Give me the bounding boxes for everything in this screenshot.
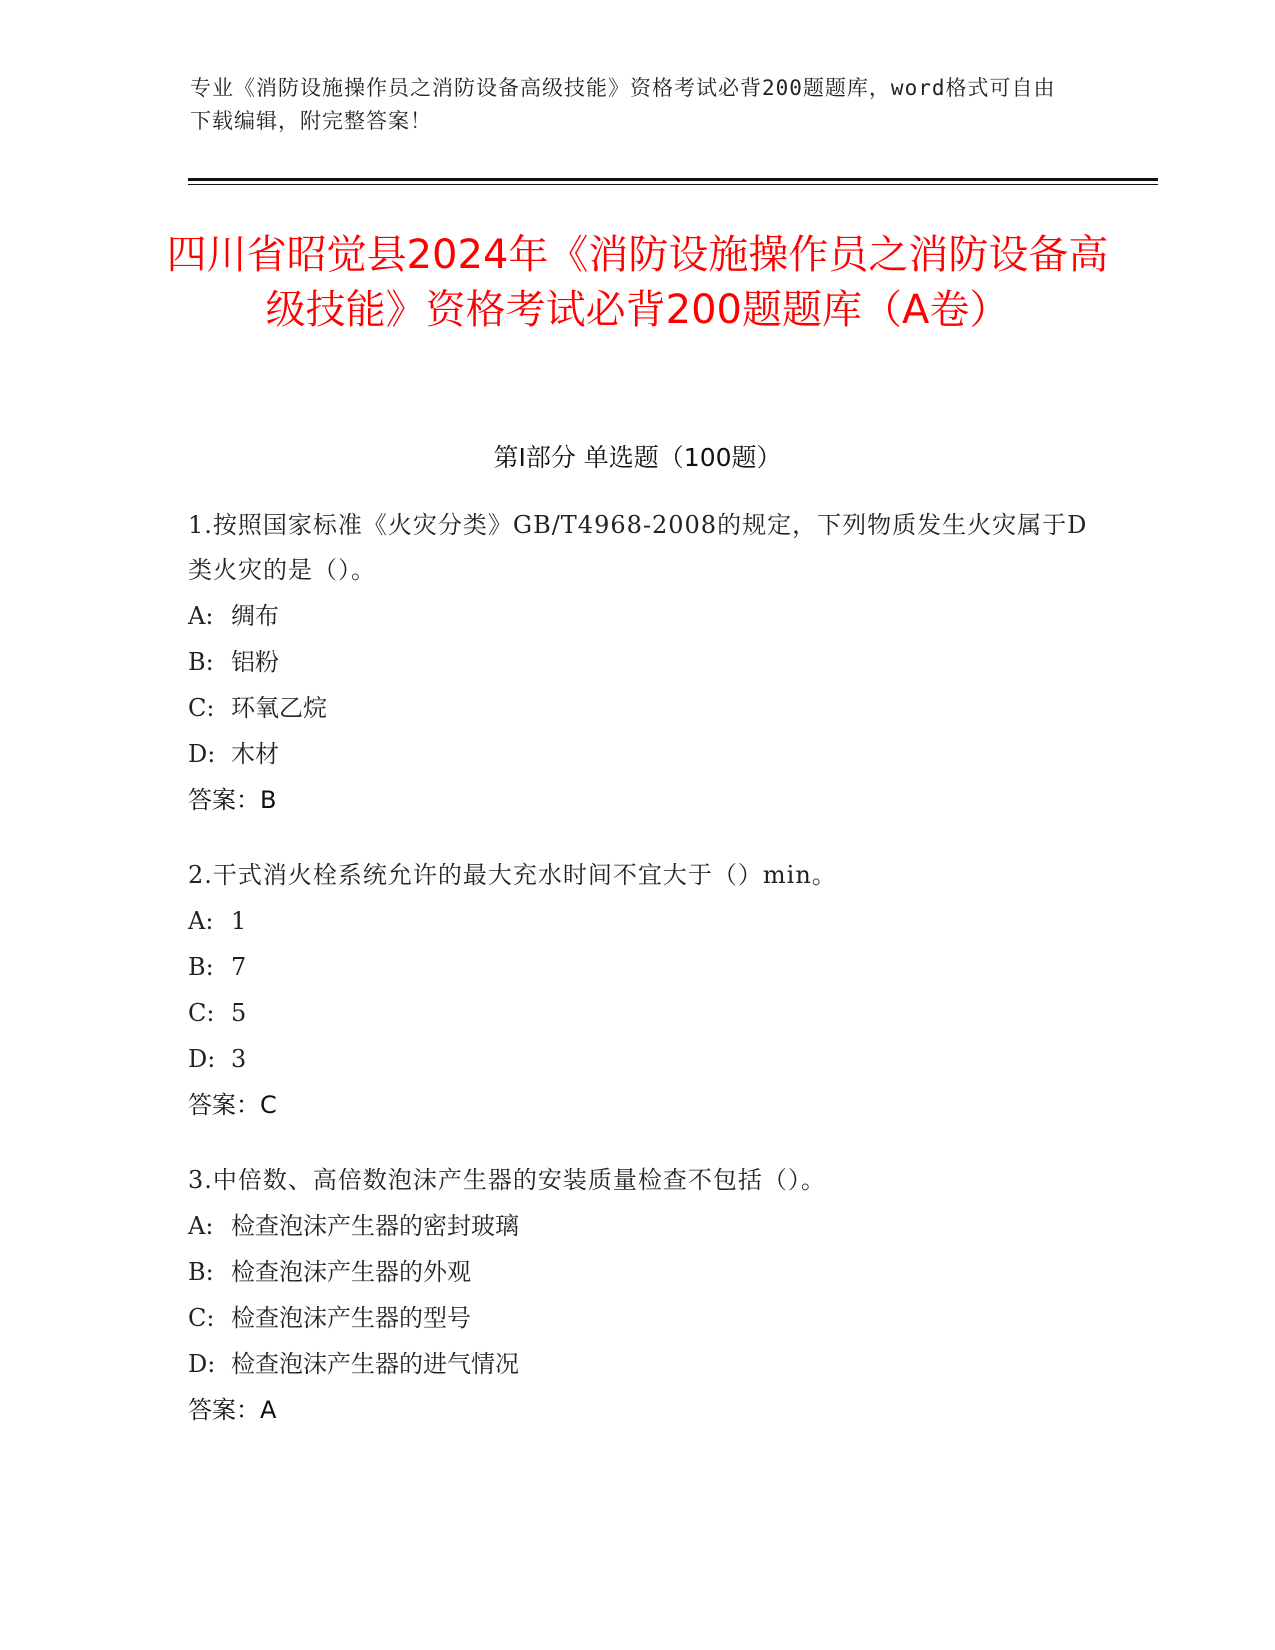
option-d bbox=[188, 1036, 1088, 1082]
header-rule-thin bbox=[188, 184, 1158, 185]
answer-label: 答案： bbox=[188, 1091, 260, 1119]
option-letter: D: bbox=[188, 740, 216, 768]
option-letter: A: bbox=[188, 1212, 214, 1240]
option-d bbox=[188, 731, 1088, 777]
option-d bbox=[188, 1341, 1088, 1387]
question-3 bbox=[188, 1158, 1088, 1433]
option-letter: C: bbox=[188, 1304, 215, 1332]
option-text: 木材 bbox=[231, 740, 279, 768]
question-stem: 3.中倍数、高倍数泡沫产生器的安装质量检查不包括（）。 bbox=[188, 1166, 826, 1194]
option-text: 检查泡沫产生器的型号 bbox=[231, 1304, 471, 1332]
option-text: 1 bbox=[231, 907, 247, 935]
option-c bbox=[188, 1295, 1088, 1341]
header-note: 专业《消防设施操作员之消防设备高级技能》资格考试必背200题题库，word格式可自由下载编辑，附完整答案！ bbox=[190, 76, 1056, 133]
answer-value: C bbox=[260, 1091, 277, 1119]
section-title: 第I部分 单选题（100题） bbox=[493, 443, 782, 472]
option-letter: A: bbox=[188, 602, 214, 630]
question-1 bbox=[188, 503, 1088, 823]
option-text: 7 bbox=[231, 953, 247, 981]
question-2 bbox=[188, 853, 1088, 1128]
option-a bbox=[188, 898, 1088, 944]
header-rule-thick bbox=[188, 178, 1158, 181]
question-stem: 2.干式消火栓系统允许的最大充水时间不宜大于（）min。 bbox=[188, 861, 837, 889]
answer-line bbox=[188, 1082, 1088, 1128]
option-b bbox=[188, 1249, 1088, 1295]
answer-value: B bbox=[260, 786, 277, 814]
option-letter: B: bbox=[188, 1258, 214, 1286]
option-text: 检查泡沫产生器的外观 bbox=[231, 1258, 471, 1286]
option-letter: D: bbox=[188, 1045, 216, 1073]
document-title: 四川省昭觉县2024年《消防设施操作员之消防设备高级技能》资格考试必背200题题库（A卷） bbox=[166, 232, 1109, 333]
option-text: 环氧乙烷 bbox=[231, 694, 327, 722]
answer-line bbox=[188, 1387, 1088, 1433]
answer-line bbox=[188, 777, 1088, 823]
option-a bbox=[188, 593, 1088, 639]
option-text: 绸布 bbox=[231, 602, 279, 630]
option-letter: C: bbox=[188, 999, 215, 1027]
answer-label: 答案： bbox=[188, 786, 260, 814]
option-b bbox=[188, 944, 1088, 990]
option-c bbox=[188, 685, 1088, 731]
option-a bbox=[188, 1203, 1088, 1249]
option-c bbox=[188, 990, 1088, 1036]
option-letter: D: bbox=[188, 1350, 216, 1378]
option-text: 检查泡沫产生器的进气情况 bbox=[231, 1350, 519, 1378]
answer-label: 答案： bbox=[188, 1396, 260, 1424]
option-text: 检查泡沫产生器的密封玻璃 bbox=[231, 1212, 519, 1240]
option-text: 3 bbox=[231, 1045, 247, 1073]
option-letter: A: bbox=[188, 907, 214, 935]
answer-value: A bbox=[260, 1396, 277, 1424]
option-letter: B: bbox=[188, 648, 214, 676]
option-letter: B: bbox=[188, 953, 214, 981]
option-text: 5 bbox=[231, 999, 247, 1027]
option-text: 铝粉 bbox=[231, 648, 279, 676]
option-b bbox=[188, 639, 1088, 685]
option-letter: C: bbox=[188, 694, 215, 722]
question-stem: 1.按照国家标准《火灾分类》GB/T4968-2008的规定，下列物质发生火灾属于D类火灾的是（）。 bbox=[188, 511, 1088, 584]
